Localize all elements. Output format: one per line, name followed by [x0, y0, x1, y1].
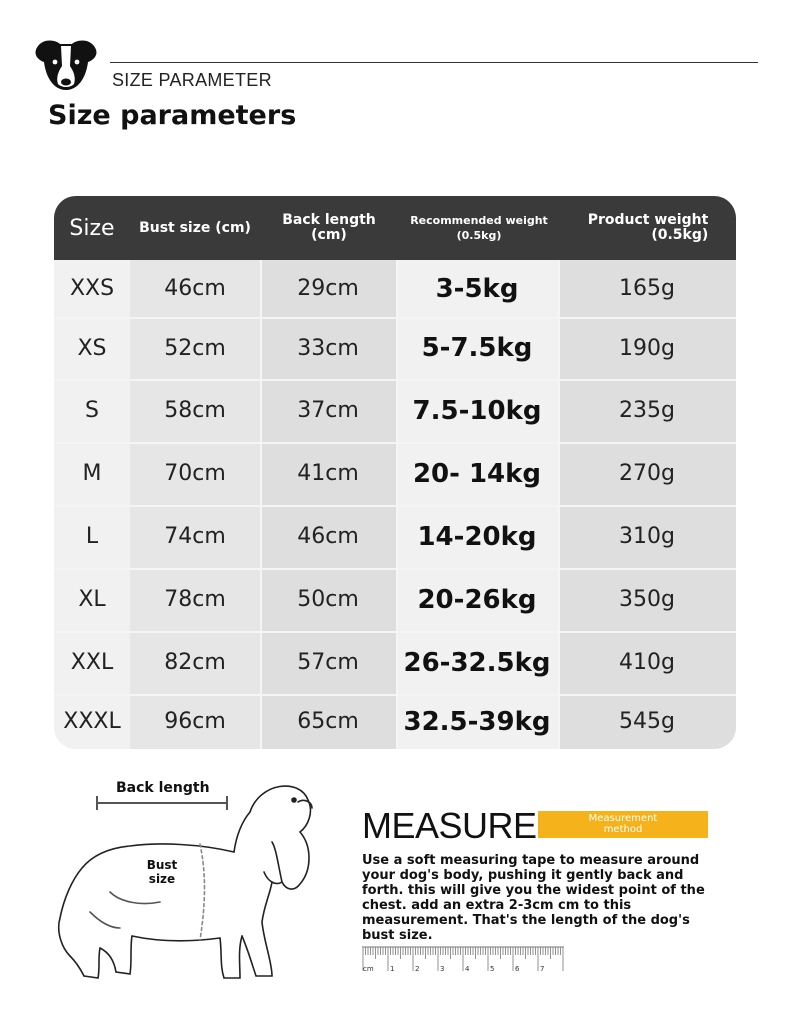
cell-product-weight: 165g	[558, 260, 736, 317]
measure-heading: MEASURE	[362, 805, 537, 846]
cell-back-length: 41cm	[260, 442, 396, 505]
row-divider	[54, 694, 736, 696]
table-row	[54, 568, 736, 631]
cell-product-weight: 235g	[558, 379, 736, 442]
cell-product-weight: 270g	[558, 442, 736, 505]
header-back-length: Back length (cm)	[282, 212, 376, 243]
cell-back-length: 29cm	[260, 260, 396, 317]
cell-size: XS	[54, 317, 130, 379]
cell-back-length: 65cm	[260, 694, 396, 749]
back-length-tick	[226, 796, 228, 810]
cell-back-length: 50cm	[260, 568, 396, 631]
table-row	[54, 379, 736, 442]
cell-size: S	[54, 379, 130, 442]
header-bust: Bust size (cm)	[139, 219, 251, 236]
cell-product-weight: 410g	[558, 631, 736, 694]
cell-recommended-weight: 5-7.5kg	[396, 317, 558, 379]
cell-product-weight: 350g	[558, 568, 736, 631]
measure-instructions: Use a soft measuring tape to measure around your dog's body, pushing it gently back and forth. this will give you the widest point of the chest. add an extra 2-3cm cm to this measurement. That's the length of the dog's bust size.	[362, 853, 705, 943]
cell-size: XXL	[54, 631, 130, 694]
row-divider	[54, 631, 736, 633]
cell-recommended-weight: 26-32.5kg	[396, 631, 558, 694]
cell-size: XXXL	[54, 694, 130, 749]
cell-size: XXS	[54, 260, 130, 317]
header-size: Size	[69, 215, 115, 241]
table-row	[54, 694, 736, 749]
cell-bust: 58cm	[130, 379, 260, 442]
ruler-number: 4	[465, 965, 470, 973]
cell-product-weight: 190g	[558, 317, 736, 379]
row-divider	[54, 442, 736, 444]
header-product-weight: Product weight (0.5kg)	[587, 212, 709, 243]
ruler-number: 3	[440, 965, 445, 973]
cell-size: XL	[54, 568, 130, 631]
cell-bust: 82cm	[130, 631, 260, 694]
ruler-number: 2	[415, 965, 420, 973]
measurement-method-badge: Measurement method	[538, 811, 708, 838]
table-row	[54, 317, 736, 379]
back-length-line	[96, 802, 228, 804]
cell-bust: 74cm	[130, 505, 260, 568]
cell-size: L	[54, 505, 130, 568]
table-row	[54, 631, 736, 694]
header-divider	[110, 62, 758, 63]
ruler-icon	[362, 946, 566, 974]
cell-bust: 78cm	[130, 568, 260, 631]
table-header	[54, 196, 736, 260]
section-subtitle: SIZE PARAMETER	[112, 70, 272, 90]
ruler-number: 7	[540, 965, 545, 973]
table-row	[54, 505, 736, 568]
cell-back-length: 37cm	[260, 379, 396, 442]
size-table	[54, 196, 736, 749]
cell-recommended-weight: 14-20kg	[396, 505, 558, 568]
row-divider	[54, 505, 736, 507]
table-row	[54, 442, 736, 505]
header-recommended-weight: Recommended weight (0.5kg)	[410, 214, 548, 242]
cell-back-length: 33cm	[260, 317, 396, 379]
cell-bust: 52cm	[130, 317, 260, 379]
dog-illustration	[50, 772, 320, 992]
row-divider	[54, 317, 736, 319]
cell-bust: 70cm	[130, 442, 260, 505]
ruler-number: 5	[490, 965, 495, 973]
ruler-unit: cm	[363, 965, 374, 973]
row-divider	[54, 568, 736, 570]
cell-back-length: 46cm	[260, 505, 396, 568]
dog-logo-icon	[30, 38, 102, 94]
cell-recommended-weight: 20-26kg	[396, 568, 558, 631]
cell-size: M	[54, 442, 130, 505]
cell-recommended-weight: 7.5-10kg	[396, 379, 558, 442]
bust-size-label: Bust size	[146, 858, 178, 886]
ruler-number: 1	[390, 965, 395, 973]
cell-recommended-weight: 3-5kg	[396, 260, 558, 317]
cell-back-length: 57cm	[260, 631, 396, 694]
cell-recommended-weight: 32.5-39kg	[396, 694, 558, 749]
table-row	[54, 260, 736, 317]
cell-recommended-weight: 20- 14kg	[396, 442, 558, 505]
back-length-label: Back length	[116, 780, 210, 796]
row-divider	[54, 379, 736, 381]
cell-product-weight: 545g	[558, 694, 736, 749]
ruler-number: 6	[515, 965, 520, 973]
cell-bust: 46cm	[130, 260, 260, 317]
cell-bust: 96cm	[130, 694, 260, 749]
page-title: Size parameters	[48, 100, 297, 131]
cell-product-weight: 310g	[558, 505, 736, 568]
